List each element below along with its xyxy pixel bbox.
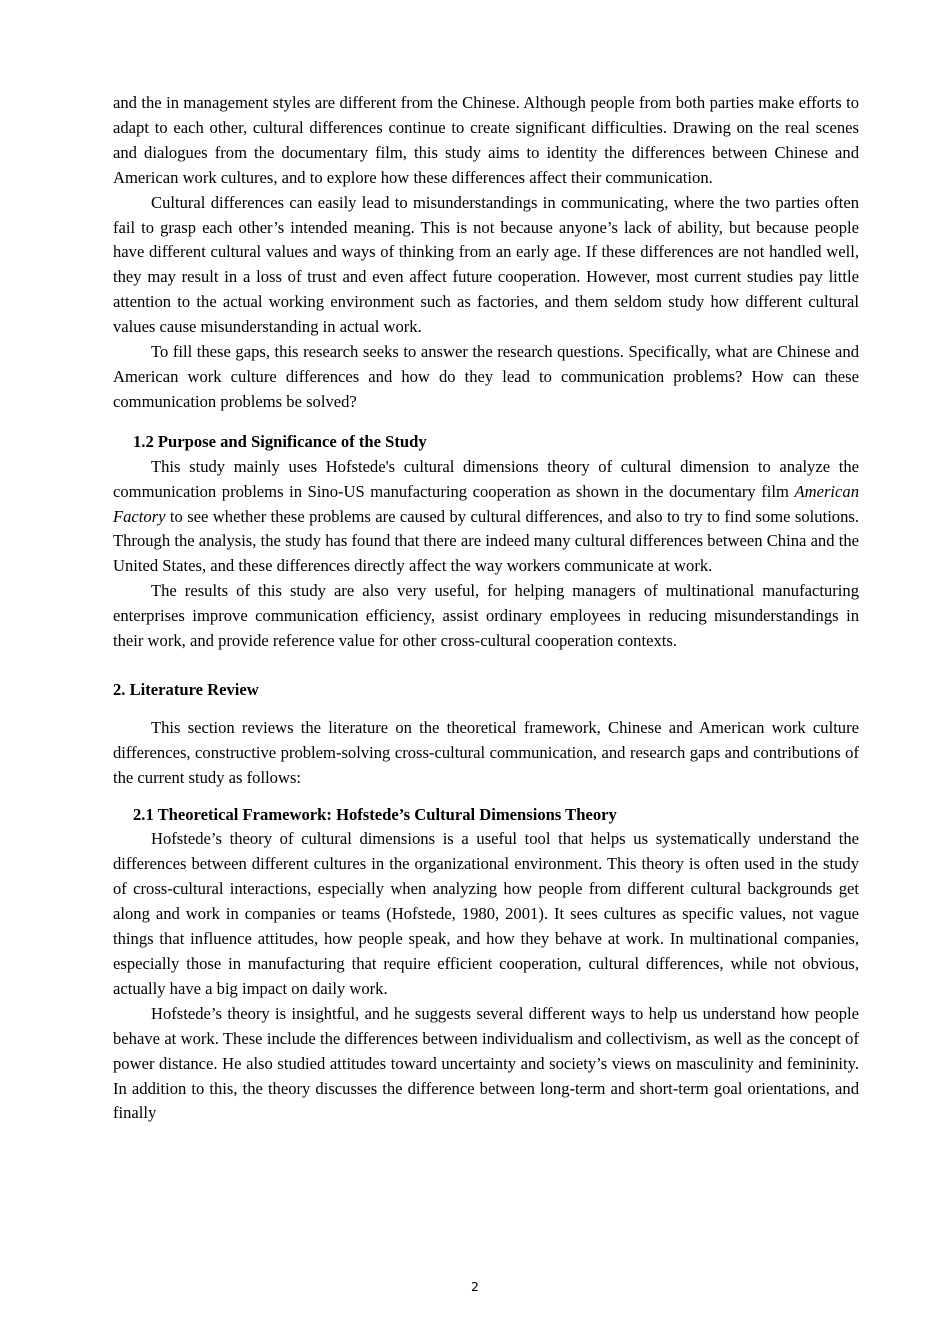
text-run: to see whether these problems are caused by cultural differences, and also to try to find some solutions. Through the analysis, the study has found that there are indeed many cultural differences between China and the United States, and these differences directly affect the way workers communicate at work. <box>113 506 859 576</box>
paragraph: and the in management styles are different from the Chinese. Although people from both parties make efforts to adapt to each other, cultural differences continue to create significant difficulties. Drawing on the real scenes and dialogues from the documentary film, this study aims to identity the differences between Chinese and American work cultures, and to explore how these differences affect their communication. <box>113 93 859 187</box>
section-heading-2: 2. Literature Review <box>113 679 259 699</box>
film-title: American Factory <box>113 481 859 526</box>
paragraph: The results of this study are also very useful, for helping managers of multinational manufacturing enterprises improve communication efficiency, assist ordinary employees in reducing misunderstandings in their work, and provide reference value for other cross-cultural cooperation contexts. <box>113 581 859 651</box>
page-number: 2 <box>471 1279 479 1294</box>
text-run: This study mainly uses Hofstede's cultural dimensions theory of cultural dimension to analyze the communication problems in Sino-US manufacturing cooperation as shown in the documentary film <box>113 456 859 501</box>
paragraph: Hofstede’s theory is insightful, and he suggests several different ways to help us understand how people behave at work. These include the differences between individualism and collectivism, as well as the concept of power distance. He also studied attitudes toward uncertainty and society’s views on masculinity and femininity. In addition to this, the theory discusses the difference between long-term and short-term goal orientations, and finally <box>113 1003 859 1123</box>
paragraph <box>113 455 859 580</box>
paragraph: This section reviews the literature on the theoretical framework, Chinese and American work culture differences, constructive problem-solving cross-cultural communication, and research gaps and contributions of the current study as follows: <box>113 717 859 787</box>
paragraph: Hofstede’s theory of cultural dimensions is a useful tool that helps us systematically understand the differences between different cultures in the organizational environment. This theory is often used in the study of cross-cultural interactions, especially when analyzing how people from different cultural backgrounds get along and work in companies or teams (Hofstede, 1980, 2001). It sees cultures as specific values, not vague things that influence attitudes, how people speak, and how they behave at work. In multinational companies, especially those in manufacturing that require efficient cooperation, cultural differences, while not obvious, actually have a big impact on daily work. <box>113 829 859 998</box>
document-page <box>113 91 859 1126</box>
section-heading-1-2: 1.2 Purpose and Significance of the Study <box>133 431 427 451</box>
section-heading-2-1: 2.1 Theoretical Framework: Hofstede’s Cultural Dimensions Theory <box>133 804 617 824</box>
paragraph: To fill these gaps, this research seeks to answer the research questions. Specifically, what are Chinese and American work culture differences and how do they lead to communication problems? How can these communication problems be solved? <box>113 342 859 411</box>
paragraph: Cultural differences can easily lead to misunderstandings in communicating, where the two parties often fail to grasp each other’s intended meaning. This is not because anyone’s lack of ability, but because people have different cultural values and ways of thinking from an early age. If these differences are not handled well, they may result in a loss of trust and even affect future cooperation. However, most current studies pay little attention to the actual working environment such as factories, and them seldom study how different cultural values cause misunderstanding in actual work. <box>113 192 859 337</box>
